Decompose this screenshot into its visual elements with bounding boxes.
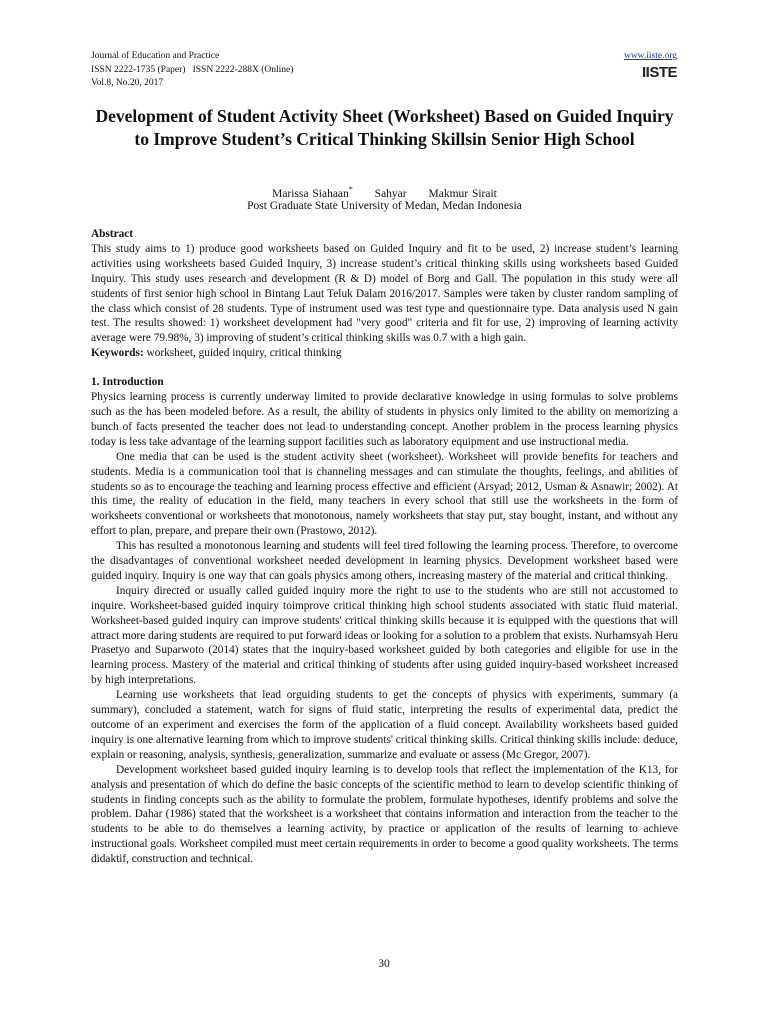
page-number: 30: [378, 958, 390, 970]
journal-header-right: [624, 50, 677, 82]
body-paragraph: Development worksheet based guided inquiry learning is to develop tools that reflect the implementation of the K13, for analysis and presentation of which do define the basic concepts of the scientific method to learn to develop scientific thinking of students in finding concepts such as the ability to formulate the problem, formulate hypotheses, identify problems and solve the problem. Dahar (1986) stated that the worksheet is a worksheet that contains information and interaction from the teacher to the students to be able to do themselves a learning activity, by practice or application of the results of learning to achieve instructional goals. Worksheet compiled must meet certain requirements in order to become a good quality worksheets. The terms didaktif, construction and technical.: [91, 763, 678, 866]
keywords-line: [91, 346, 678, 361]
journal-url-link[interactable]: www.iiste.org: [623, 51, 677, 61]
keywords-label: Keywords:: [91, 347, 144, 360]
journal-volume: Vol.8, No.20, 2017: [91, 78, 164, 88]
author-name: Sahyar: [374, 187, 407, 200]
paper-body: [91, 227, 678, 867]
body-paragraph: Inquiry directed or usually called guided inquiry more the right to use to the students who are still not accustomed to inquire. Worksheet-based guided inquiry toimprove critical thinking high school students associated with static fluid material. Worksheet-based guided inquiry can improve students' critical thinking skills because it is equipped with the questions that will attract more daring students are required to put forward ideas or looking for a solution to a problem that exists. Nurhamsyah Heru Prasetyo and Suparwoto (2014) states that the inquiry-based worksheet guided by both categories and eligible for use in the learning process. Mastery of the material and critical thinking of students after using guided inquiry-based worksheet increased by high interpretations.: [91, 584, 678, 687]
body-paragraph: Physics learning process is currently underway limited to provide declarative knowledge in using formulas to solve problems such as the has been modeled before. As a result, the ability of students in physics only limited to the ability on memorizing a bunch of facts presented the teacher does not lead to understanding concept. Another problem in the process learning physics today is less take advantage of the learning support facilities such as laboratory equipment and use instructional media.: [91, 391, 678, 448]
abstract-text: This study aims to 1) produce good worksheets based on Guided Inquiry and fit to be used, 2) increase student’s learning activities using worksheets based Guided Inquiry, 3) increase student’s critical thinking skills using worksheets based Guided Inquiry. This study uses research and development (R & D) model of Borg and Gall. The population in this study were all students of first senior high school in Bintang Laut Teluk Dalam 2016/2017. Samples were taken by cluster random sampling of the class which consist of 28 students. Type of instrument used was test type and questionnaire type. Data analysis used N gain test. The results showed: 1) worksheet development had "very good" criteria and fit for use, 2) improving of learning activity average were 79.98%, 3) improving of student’s critical thinking skills was 0.7 with a high gain.: [91, 242, 678, 345]
corresponding-author-mark: *: [348, 185, 353, 194]
keywords-text: worksheet, guided inquiry, critical thinking: [143, 347, 342, 360]
journal-header: [91, 50, 293, 91]
body-paragraph: Learning use worksheets that lead orguiding students to get the concepts of physics with experiments, summary (a summary), concluded a statement, watch for signs of fluid static, interpreting the results of experimental data, predict the outcome of an experiment and exercises the form of the application of a fluid concept. Availability worksheets based guided inquiry is one alternative learning from which to improve students' critical thinking skills. Critical thinking skills include: deduce, explain or reasoning, analysis, synthesis, generalization, summarize and evaluate or assess (Mc Gregor, 2007).: [91, 689, 678, 761]
body-paragraph: This has resulted a monotonous learning and students will feel tired following the learning process. Therefore, to overcome the disadvantages of conventional worksheet needed development in learning physics. Development worksheet based were guided inquiry. Inquiry is one way that can goals physics among others, increasing mastery of the material and critical thinking.: [91, 540, 678, 582]
iiste-logo: IISTE: [641, 63, 677, 81]
author-affiliation: Post Graduate State University of Medan, Medan Indonesia: [247, 200, 522, 212]
journal-issn: ISSN 2222-1735 (Paper) ISSN 2222-288X (Online): [91, 64, 294, 75]
section-heading: 1. Introduction: [91, 376, 164, 389]
author-name: Makmur Sirait: [428, 187, 497, 200]
body-paragraph: One media that can be used is the student activity sheet (worksheet). Worksheet will provide benefits for teachers and students. Media is a communication tool that is channeling messages and can stimulate the thoughts, feelings, and abilities of students so as to encourage the teaching and learning process effective and efficient (Arsyad; 2012, Usman & Asnawir; 2002). At this time, the reality of education in the field, many teachers in every school that still use the worksheets in the form of worksheets conventional or worksheets that monotonous, namely worksheets that stay put, stay bought, instant, and without any effort to plan, prepare, and prepare their own (Prastowo, 2012).: [91, 450, 678, 538]
author-name: Marissa Siahaan: [272, 187, 349, 200]
abstract-heading: Abstract: [91, 228, 134, 240]
paper-title: Development of Student Activity Sheet (Worksheet) Based on Guided Inquiry to Improve Student’s Critical Thinking Skillsin Senior High School: [95, 106, 674, 149]
journal-name: Journal of Education and Practice: [91, 51, 220, 61]
